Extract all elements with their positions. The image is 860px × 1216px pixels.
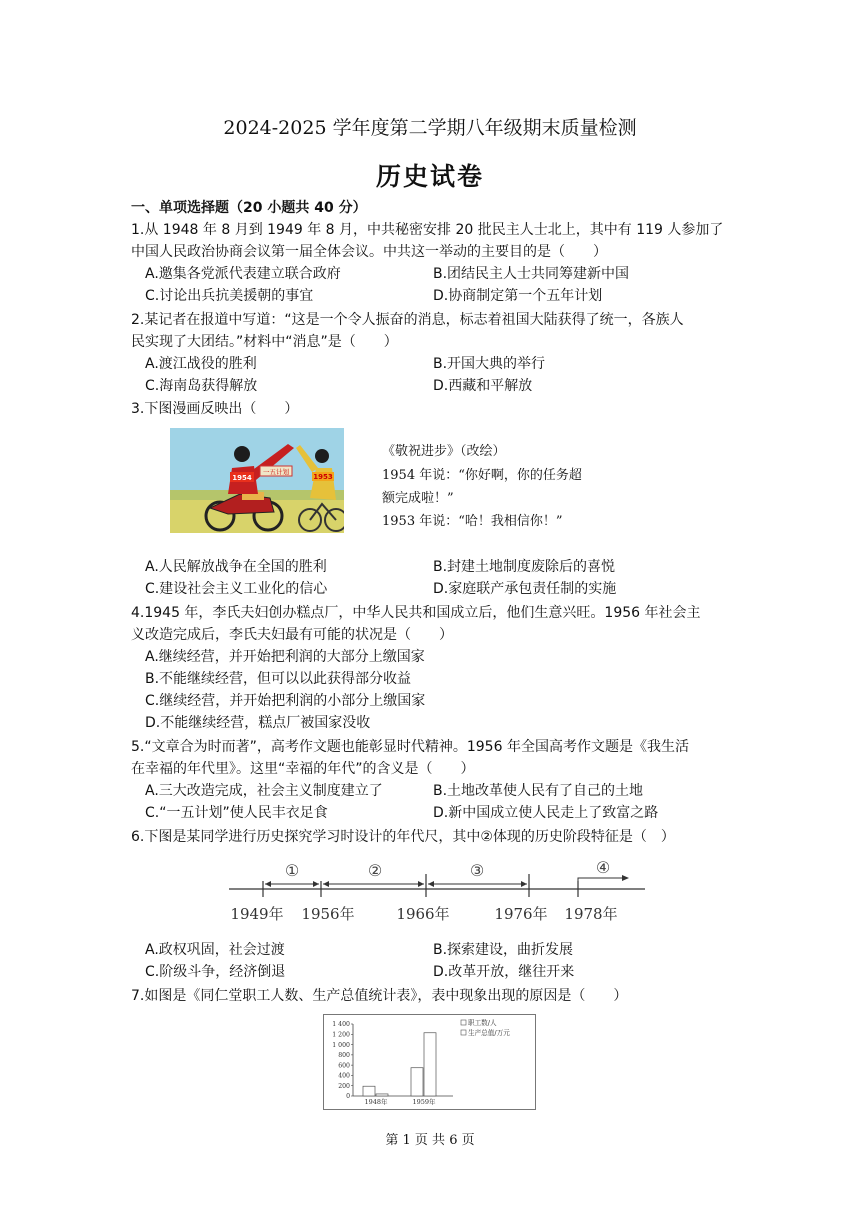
timeline-year-1966: 1966年 bbox=[396, 905, 450, 923]
question-3-stem: 3.下图漫画反映出（ ） bbox=[131, 401, 299, 417]
chart-bar bbox=[411, 1068, 423, 1096]
timeline-year-1976: 1976年 bbox=[494, 905, 548, 923]
comic-year-1954: 1954 bbox=[232, 474, 252, 482]
question-3-option-b[interactable]: B.封建土地制度废除后的喜悦 bbox=[433, 559, 616, 575]
exam-subtitle: 历史试卷 bbox=[375, 162, 484, 191]
question-6-option-d[interactable]: D.改革开放，继往开来 bbox=[433, 964, 575, 980]
comic-plan-label: 一五计划 bbox=[263, 468, 289, 476]
question-5-stem-line-1: 5.“文章合为时而著”，高考作文题也能彰显时代精神。1956 年全国高考作文题是《我生活 bbox=[131, 739, 689, 755]
legend-entry: 生产总值/万元 bbox=[468, 1029, 510, 1037]
chart-y-tick-label: 1 400 bbox=[332, 1021, 350, 1029]
question-4-stem-line-2: 义改造完成后，李氏夫妇最有可能的状况是（ ） bbox=[131, 627, 453, 643]
question-2-option-c[interactable]: C.海南岛获得解放 bbox=[145, 378, 258, 394]
question-6-option-c[interactable]: C.阶级斗争，经济倒退 bbox=[145, 964, 286, 980]
section-heading: 一、单项选择题（20 小题共 40 分） bbox=[131, 200, 367, 216]
question-4-option-c[interactable]: C.继续经营，并开始把利润的小部分上缴国家 bbox=[145, 693, 426, 709]
question-1-option-d[interactable]: D.协商制定第一个五年计划 bbox=[433, 288, 603, 304]
question-1-stem-line-1: 1.从 1948 年 8 月到 1949 年 8 月，中共秘密安排 20 批民主人士北上，其中有 119 人参加了 bbox=[131, 222, 724, 238]
question-6-option-b[interactable]: B.探索建设，曲折发展 bbox=[433, 942, 574, 958]
q7-bar-chart bbox=[323, 1014, 536, 1110]
chart-y-tick-label: 1 200 bbox=[332, 1031, 350, 1039]
timeline-year-1956: 1956年 bbox=[301, 905, 355, 923]
question-4-option-b[interactable]: B.不能继续经营，但可以以此获得部分收益 bbox=[145, 671, 412, 687]
timeline-segment-4: ④ bbox=[595, 858, 611, 877]
legend-swatch bbox=[461, 1030, 466, 1035]
question-6-option-a[interactable]: A.政权巩固，社会过渡 bbox=[145, 942, 285, 958]
chart-bar bbox=[424, 1033, 436, 1096]
question-4-option-a[interactable]: A.继续经营，并开始把利润的大部分上缴国家 bbox=[145, 649, 425, 665]
timeline-year-1978: 1978年 bbox=[564, 905, 618, 923]
question-5-option-c[interactable]: C.“一五计划”使人民丰衣足食 bbox=[145, 805, 328, 821]
question-2-option-b[interactable]: B.开国大典的举行 bbox=[433, 356, 546, 372]
timeline-segment-3: ③ bbox=[469, 861, 485, 880]
question-1-option-a[interactable]: A.邀集各党派代表建立联合政府 bbox=[145, 266, 341, 282]
question-4-stem-line-1: 4.1945 年，李氏夫妇创办糕点厂，中华人民共和国成立后，他们生意兴旺。1956 年社会主 bbox=[131, 605, 701, 621]
chart-bar bbox=[376, 1094, 388, 1096]
chart-y-tick-label: 200 bbox=[338, 1082, 350, 1090]
chart-y-tick-label: 0 bbox=[346, 1093, 350, 1101]
timeline-segment-1: ① bbox=[284, 861, 300, 880]
page-footer: 第 1 页 共 6 页 bbox=[385, 1133, 475, 1148]
chart-y-tick-label: 400 bbox=[338, 1072, 350, 1080]
comic-year-1953: 1953 bbox=[313, 473, 333, 481]
question-2-stem-line-1: 2.某记者在报道中写道：“这是一个令人振奋的消息，标志着祖国大陆获得了统一，各族人 bbox=[131, 312, 684, 328]
chart-y-tick-label: 1 000 bbox=[332, 1041, 350, 1049]
question-4-option-d[interactable]: D.不能继续经营，糕点厂被国家没收 bbox=[145, 715, 371, 731]
question-2-option-d[interactable]: D.西藏和平解放 bbox=[433, 378, 533, 394]
chart-x-tick-label: 1959年 bbox=[412, 1098, 436, 1106]
question-6-stem: 6.下图是某同学进行历史探究学习时设计的年代尺，其中②体现的历史阶段特征是（ ） bbox=[131, 829, 675, 845]
question-2-stem-line-2: 民实现了大团结。”材料中“消息”是（ ） bbox=[131, 334, 398, 350]
chart-bar bbox=[363, 1086, 375, 1096]
legend-entry: 职工数/人 bbox=[468, 1019, 497, 1027]
q3-caption-line-3: 1953 年说：“哈！我相信你！” bbox=[382, 514, 563, 529]
question-1-option-b[interactable]: B.团结民主人士共同筹建新中国 bbox=[433, 266, 630, 282]
q3-caption-line-2: 额完成啦！” bbox=[382, 491, 454, 506]
question-5-option-b[interactable]: B.土地改革使人民有了自己的土地 bbox=[433, 783, 644, 799]
timeline-segment-2: ② bbox=[367, 861, 383, 880]
q6-timeline bbox=[225, 856, 650, 926]
question-3-option-c[interactable]: C.建设社会主义工业化的信心 bbox=[145, 581, 328, 597]
chart-y-tick-label: 600 bbox=[338, 1062, 350, 1070]
question-3-option-d[interactable]: D.家庭联产承包责任制的实施 bbox=[433, 581, 617, 597]
q3-comic-image bbox=[170, 428, 344, 533]
legend-swatch bbox=[461, 1020, 466, 1025]
chart-x-tick-label: 1948年 bbox=[364, 1098, 388, 1106]
question-3-option-a[interactable]: A.人民解放战争在全国的胜利 bbox=[145, 559, 327, 575]
timeline-year-1949: 1949年 bbox=[230, 905, 284, 923]
question-5-stem-line-2: 在幸福的年代里》。这里“幸福的年代”的含义是（ ） bbox=[131, 761, 475, 777]
chart-y-tick-label: 800 bbox=[338, 1052, 350, 1060]
question-1-stem-line-2: 中国人民政治协商会议第一届全体会议。中共这一举动的主要目的是（ ） bbox=[131, 244, 607, 260]
q3-caption-title: 《敬祝进步》（改绘） bbox=[382, 444, 506, 459]
q3-caption-line-1: 1954 年说：“你好啊，你的任务超 bbox=[382, 468, 582, 483]
question-7-stem: 7.如图是《同仁堂职工人数、生产总值统计表》，表中现象出现的原因是（ ） bbox=[131, 988, 628, 1004]
question-5-option-a[interactable]: A.三大改造完成，社会主义制度建立了 bbox=[145, 783, 383, 799]
question-5-option-d[interactable]: D.新中国成立使人民走上了致富之路 bbox=[433, 805, 659, 821]
question-1-option-c[interactable]: C.讨论出兵抗美援朝的事宜 bbox=[145, 288, 314, 304]
question-2-option-a[interactable]: A.渡江战役的胜利 bbox=[145, 356, 257, 372]
exam-title: 2024-2025 学年度第二学期八年级期末质量检测 bbox=[223, 117, 637, 139]
